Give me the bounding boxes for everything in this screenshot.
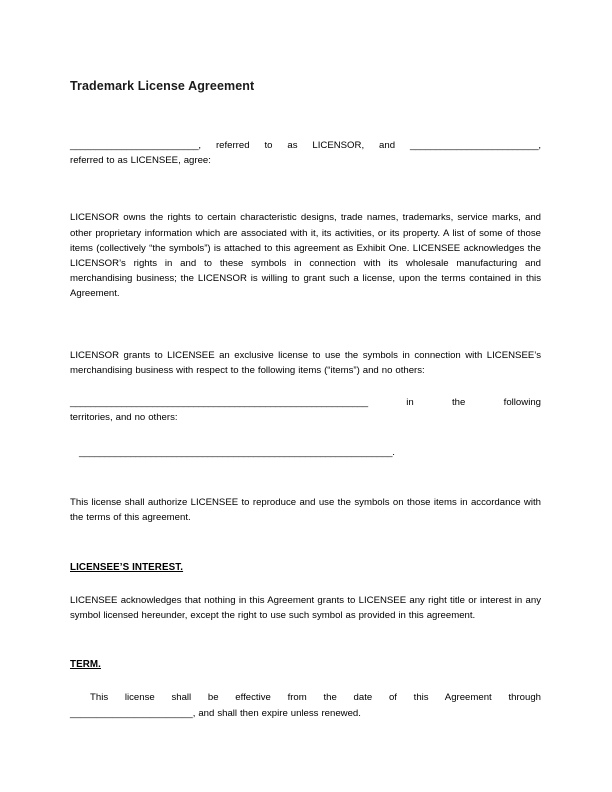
- term-word-5: from: [287, 692, 307, 704]
- licensor-label-text: , referred to as LICENSOR, and: [198, 140, 410, 151]
- items-trailing-word-following: following: [503, 397, 542, 409]
- items-trailing-word-in: in: [406, 397, 414, 409]
- licensees-interest-body: LICENSEE acknowledges that nothing in this Agreement grants to LICENSEE any right title or interest in any symbol licensed hereunder, except the right to use such symbol as provided in this agreement.: [70, 595, 541, 622]
- reproduce-paragraph: This license shall authorize LICENSEE to reproduce and use the symbols on those items in accordance with the terms of this agreement.: [70, 496, 541, 523]
- parties-comma: ,: [538, 140, 541, 151]
- section-heading-term: TERM.: [70, 659, 101, 671]
- spacer: [70, 672, 541, 690]
- items-blank[interactable]: __________________________________________________________: [70, 397, 368, 409]
- parties-clause-line-1: [70, 138, 541, 153]
- term-word-7: date: [353, 692, 373, 704]
- spacer: [70, 94, 541, 138]
- term-word-0: This: [90, 692, 109, 704]
- term-word-2: shall: [171, 692, 192, 704]
- spacer: [70, 575, 541, 593]
- document-body: [70, 78, 541, 721]
- term-word-6: the: [323, 692, 337, 704]
- section-heading-licensees-interest: LICENSEE’S INTEREST.: [70, 562, 184, 574]
- spacer: [70, 525, 541, 561]
- term-expiry-date-blank[interactable]: _______________________: [70, 707, 193, 719]
- term-word-8: of: [388, 692, 397, 704]
- term-word-9: this: [413, 692, 429, 704]
- items-trailing-word-the: the: [452, 397, 466, 409]
- term-word-4: effective: [235, 692, 271, 704]
- items-blank-line-continuation: territories, and no others:: [70, 412, 178, 424]
- term-word-3: be: [207, 692, 219, 704]
- items-blank-line: [70, 395, 541, 410]
- term-body-line-2: [70, 706, 541, 721]
- spacer: [70, 425, 541, 445]
- term-word-1: license: [124, 692, 155, 704]
- licensor-name-blank[interactable]: _________________________: [70, 140, 199, 151]
- territories-blank-line[interactable]: _____________________________________________________________.: [79, 447, 395, 459]
- spacer: [70, 623, 541, 658]
- term-word-11: through: [508, 692, 541, 704]
- licensee-name-blank[interactable]: _________________________: [409, 140, 539, 151]
- recital-paragraph: LICENSOR owns the rights to certain characteristic designs, trade names, trademarks, service marks, and other proprietary information which are associated with it, its activities, or its property. A list of some of those items (collectively “the symbols”) is attached to this agreement as Exhibit One. LICENSEE acknowledges the LICENSOR’s rights in and to these symbols in connection with its wholesale manufacturing and merchandising business; the LICENSOR is willing to grant such a license, upon the terms contained in this Agreement.: [70, 212, 541, 300]
- spacer: [70, 461, 541, 495]
- grant-paragraph: LICENSOR grants to LICENSEE an exclusive license to use the symbols in connection with LICENSEE’s merchandising business with respect to the following items (“items”) and no others:: [70, 349, 541, 376]
- spacer: [70, 302, 541, 348]
- term-word-10: Agreement: [444, 692, 492, 704]
- page-title: Trademark License Agreement: [70, 79, 255, 93]
- term-body-line-2-text: , and shall then expire unless renewed.: [192, 707, 361, 719]
- term-body-line-1: [70, 690, 541, 705]
- parties-clause-line-2: referred to as LICENSEE, agree:: [70, 155, 211, 167]
- spacer: [70, 378, 541, 395]
- spacer: [70, 168, 541, 210]
